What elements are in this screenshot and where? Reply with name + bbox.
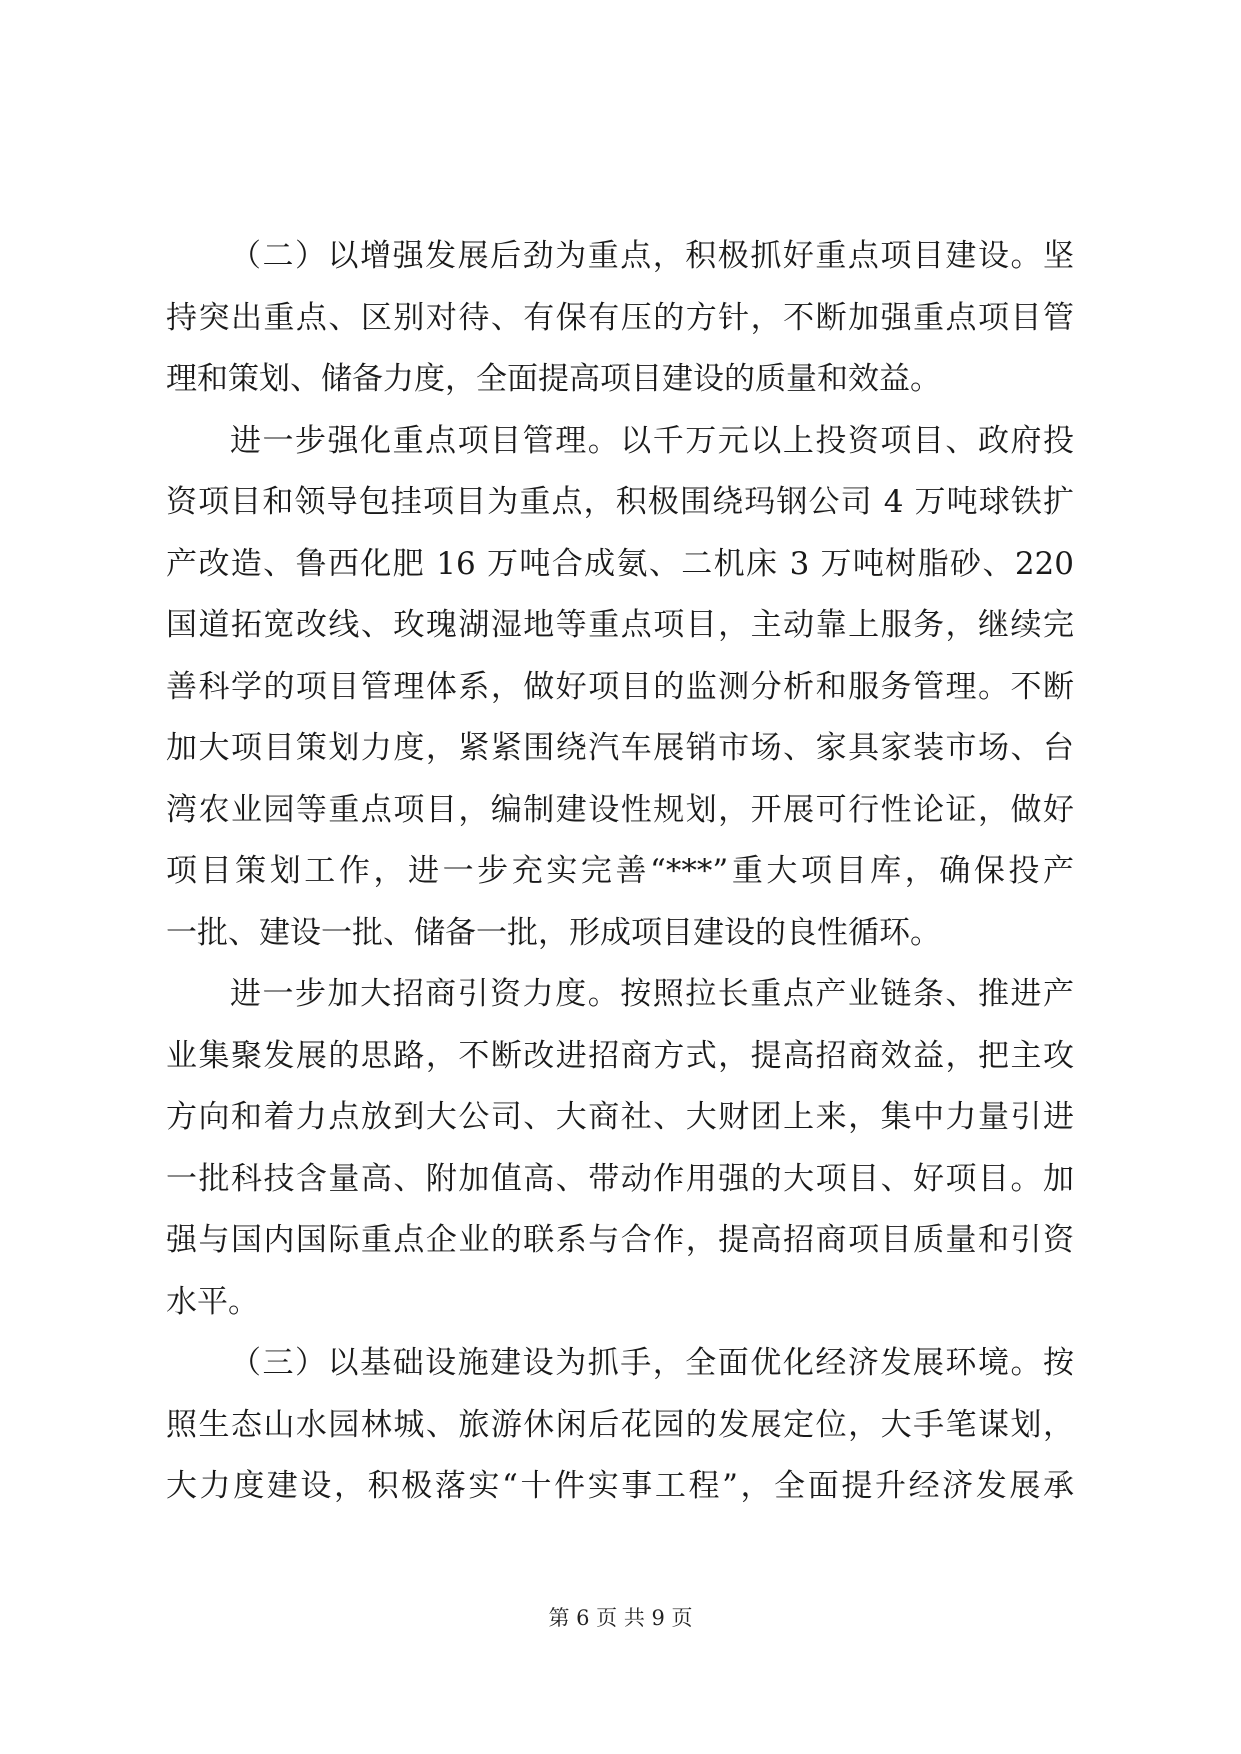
paragraph-line: 大力度建设，积极落实“十件实事工程”，全面提升经济发展承 xyxy=(166,1468,1074,1504)
paragraph-line: 强与国内国际重点企业的联系与合作，提高招商项目质量和引资 xyxy=(166,1222,1074,1258)
paragraph-line: 一批科技含量高、附加值高、带动作用强的大项目、好项目。加 xyxy=(166,1160,1074,1197)
paragraph-line: 进一步加大招商引资力度。按照拉长重点产业链条、推进产 xyxy=(230,976,1074,1012)
paragraph-line: 善科学的项目管理体系，做好项目的监测分析和服务管理。不断 xyxy=(166,668,1074,705)
paragraph-line: 理和策划、储备力度，全面提高项目建设的质量和效益。 xyxy=(166,361,941,397)
paragraph-line: 进一步强化重点项目管理。以千万元以上投资项目、政府投 xyxy=(230,422,1074,459)
paragraph-line: 项目策划工作，进一步充实完善“***”重大项目库，确保投产 xyxy=(166,853,1074,889)
paragraph-line: 照生态山水园林城、旅游休闲后花园的发展定位，大手笔谋划， xyxy=(166,1406,1074,1443)
paragraph-line: 方向和着力点放到大公司、大商社、大财团上来，集中力量引进 xyxy=(166,1099,1074,1135)
page-number-footer: 第 6 页 共 9 页 xyxy=(548,1606,693,1630)
paragraph-line: 加大项目策划力度，紧紧围绕汽车展销市场、家具家装市场、台 xyxy=(166,730,1074,766)
paragraph-line: 产改造、鲁西化肥 16 万吨合成氨、二机床 3 万吨树脂砂、220 xyxy=(166,545,1074,582)
paragraph-line: 持突出重点、区别对待、有保有压的方针，不断加强重点项目管 xyxy=(166,299,1074,336)
paragraph-line: （二）以增强发展后劲为重点，积极抓好重点项目建设。坚 xyxy=(230,238,1074,274)
paragraph-line: 一批、建设一批、储备一批，形成项目建设的良性循环。 xyxy=(166,914,941,951)
paragraph-line: 湾农业园等重点项目，编制建设性规划，开展可行性论证，做好 xyxy=(166,791,1074,828)
body-text xyxy=(166,226,1074,1518)
paragraph-line: 业集聚发展的思路，不断改进招商方式，提高招商效益，把主攻 xyxy=(166,1037,1074,1074)
paragraph-line: 国道拓宽改线、玫瑰湖湿地等重点项目，主动靠上服务，继续完 xyxy=(166,607,1074,643)
paragraph-line: （三）以基础设施建设为抓手，全面优化经济发展环境。按 xyxy=(230,1345,1074,1381)
paragraph-line: 资项目和领导包挂项目为重点，积极围绕玛钢公司 4 万吨球铁扩 xyxy=(166,484,1074,520)
paragraph-line: 水平。 xyxy=(166,1283,259,1320)
